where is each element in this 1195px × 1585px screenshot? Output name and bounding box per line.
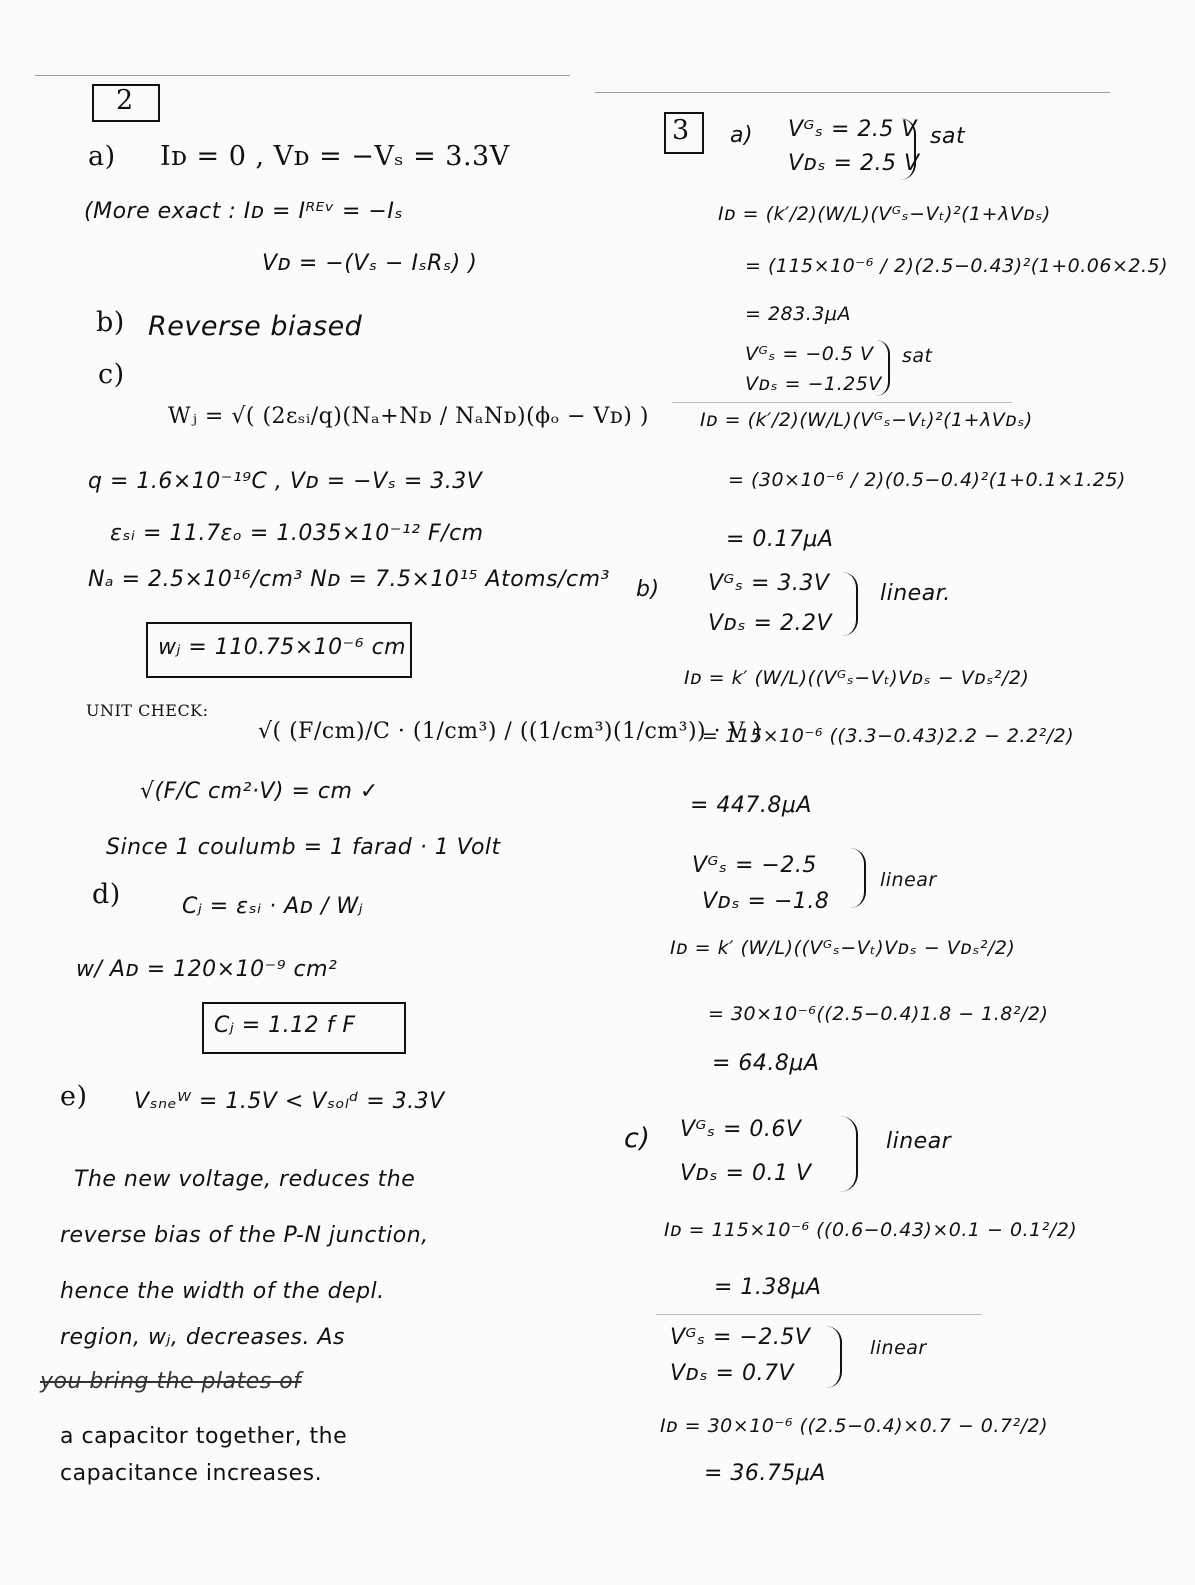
c-bias-vds: Vᴅₛ = 0.1 V: [680, 1161, 812, 1186]
a-bias-vgs: Vᴳₛ = 2.5 V: [788, 117, 917, 142]
part-c-label-3: c): [624, 1123, 651, 1154]
explanation-line-1: The new voltage, reduces the: [74, 1167, 416, 1192]
part-a-label: a): [88, 141, 116, 172]
b-eq3: = 447.8μA: [690, 793, 812, 818]
part-a-line2: (More exact : Iᴅ = Iᴿᴱᵛ = −Iₛ: [84, 199, 404, 224]
explanation-line-3: hence the width of the depl.: [60, 1279, 385, 1304]
b-eq1: Iᴅ = k′ (W/L)((Vᴳₛ−Vₜ)Vᴅₛ − Vᴅₛ²/2): [684, 667, 1030, 689]
a-eq1: Iᴅ = (k′/2)(W/L)(Vᴳₛ−Vₜ)²(1+λVᴅₛ): [718, 203, 1051, 225]
c-divider: [656, 1314, 982, 1315]
a-bias-vgs-2: Vᴳₛ = −0.5 V: [745, 343, 874, 365]
wj-formula: Wⱼ = √( (2εₛᵢ/q)(Nₐ+Nᴅ / NₐNᴅ)(ϕₒ − Vᴅ) ): [168, 404, 649, 429]
a-eq4: Iᴅ = (k′/2)(W/L)(Vᴳₛ−Vₜ)²(1+λVᴅₛ): [700, 409, 1033, 431]
explanation-line-6: a capacitor together, the: [60, 1424, 348, 1449]
vs-comparison: Vₛₙₑᵂ = 1.5V < Vₛₒₗᵈ = 3.3V: [134, 1089, 445, 1114]
a-brace-1: [900, 118, 916, 180]
problem-2-number: 2: [116, 85, 134, 116]
b-bias-vds: Vᴅₛ = 2.2V: [708, 611, 833, 636]
part-a-line3: Vᴅ = −(Vₛ − IₛRₛ) ): [262, 251, 478, 276]
a-eq2: = (115×10⁻⁶ / 2)(2.5−0.43)²(1+0.06×2.5): [745, 255, 1169, 277]
problem-3-number: 3: [672, 115, 690, 146]
part-c-label: c): [98, 359, 125, 390]
unit-check-label: UNIT CHECK:: [86, 701, 209, 720]
c-eq1: Iᴅ = 115×10⁻⁶ ((0.6−0.43)×0.1 − 0.1²/2): [664, 1219, 1078, 1241]
c-eq3: Iᴅ = 30×10⁻⁶ ((2.5−0.4)×0.7 − 0.7²/2): [660, 1415, 1049, 1437]
a-bias-vds: Vᴅₛ = 2.5 V: [788, 151, 920, 176]
part-a-label-3: a): [730, 123, 754, 148]
a-region-2: sat: [902, 345, 933, 367]
b-eq5: = 30×10⁻⁶((2.5−0.4)1.8 − 1.8²/2): [708, 1003, 1049, 1025]
a-region-1: sat: [930, 124, 966, 149]
a-divider: [672, 402, 1012, 403]
a-eq6: = 0.17μA: [726, 527, 834, 552]
esi-line: εₛᵢ = 11.7εₒ = 1.035×10⁻¹² F/cm: [110, 521, 484, 546]
b-brace-2: [850, 848, 866, 908]
unit-check-result: √(F/C cm²·V) = cm ✓: [140, 779, 379, 804]
c-bias-vds-2: Vᴅₛ = 0.7V: [670, 1361, 795, 1386]
wj-result: wⱼ = 110.75×10⁻⁶ cm: [158, 635, 407, 660]
c-bias-vgs: Vᴳₛ = 0.6V: [680, 1117, 802, 1142]
part-b-text: Reverse biased: [148, 311, 363, 342]
b-bias-vgs: Vᴳₛ = 3.3V: [708, 571, 830, 596]
a-eq3: = 283.3μA: [745, 303, 851, 325]
c-region-1: linear: [886, 1129, 952, 1154]
area-line: w/ Aᴅ = 120×10⁻⁹ cm²: [76, 957, 338, 982]
cj-formula: Cⱼ = εₛᵢ · Aᴅ / Wⱼ: [182, 894, 363, 919]
since-line: Since 1 coulumb = 1 farad · 1 Volt: [106, 835, 501, 860]
c-brace-2: [826, 1326, 842, 1388]
q-line: q = 1.6×10⁻¹⁹C , Vᴅ = −Vₛ = 3.3V: [88, 469, 483, 494]
explanation-line-5-struck: you bring the plates of: [40, 1369, 302, 1394]
part-a-line1: Iᴅ = 0 , Vᴅ = −Vₛ = 3.3V: [160, 141, 510, 172]
top-rule-right: [595, 92, 1110, 93]
b-eq4: Iᴅ = k′ (W/L)((Vᴳₛ−Vₜ)Vᴅₛ − Vᴅₛ²/2): [670, 937, 1016, 959]
a-bias-vds-2: Vᴅₛ = −1.25V: [745, 373, 882, 395]
c-bias-vgs-2: Vᴳₛ = −2.5V: [670, 1325, 811, 1350]
c-eq4: = 36.75μA: [704, 1461, 826, 1486]
top-rule-left: [35, 75, 570, 76]
c-region-2: linear: [870, 1337, 927, 1359]
cj-result: Cⱼ = 1.12 f F: [214, 1013, 356, 1038]
c-eq2: = 1.38μA: [714, 1275, 822, 1300]
na-nd-line: Nₐ = 2.5×10¹⁶/cm³ Nᴅ = 7.5×10¹⁵ Atoms/cm³: [88, 567, 610, 592]
b-bias-vgs-2: Vᴳₛ = −2.5: [692, 853, 817, 878]
b-bias-vds-2: Vᴅₛ = −1.8: [702, 889, 830, 914]
b-region-2: linear: [880, 869, 937, 891]
explanation-line-7: capacitance increases.: [60, 1461, 323, 1486]
b-brace-1: [842, 572, 858, 636]
part-e-label: e): [60, 1081, 88, 1112]
part-d-label: d): [92, 879, 121, 910]
c-brace-1: [840, 1116, 858, 1192]
a-brace-2: [876, 340, 890, 396]
explanation-line-4: region, wⱼ, decreases. As: [60, 1325, 345, 1350]
b-eq6: = 64.8μA: [712, 1051, 820, 1076]
a-eq5: = (30×10⁻⁶ / 2)(0.5−0.4)²(1+0.1×1.25): [728, 469, 1126, 491]
b-region-1: linear.: [880, 581, 951, 606]
explanation-line-2: reverse bias of the P-N junction,: [60, 1223, 429, 1248]
part-b-label: b): [96, 307, 125, 338]
unit-check-expr: √( (F/cm)/C · (1/cm³) / ((1/cm³)(1/cm³)) · V ): [258, 719, 762, 744]
b-eq2: = 115×10⁻⁶ ((3.3−0.43)2.2 − 2.2²/2): [702, 725, 1075, 747]
part-b-label-3: b): [636, 577, 660, 602]
